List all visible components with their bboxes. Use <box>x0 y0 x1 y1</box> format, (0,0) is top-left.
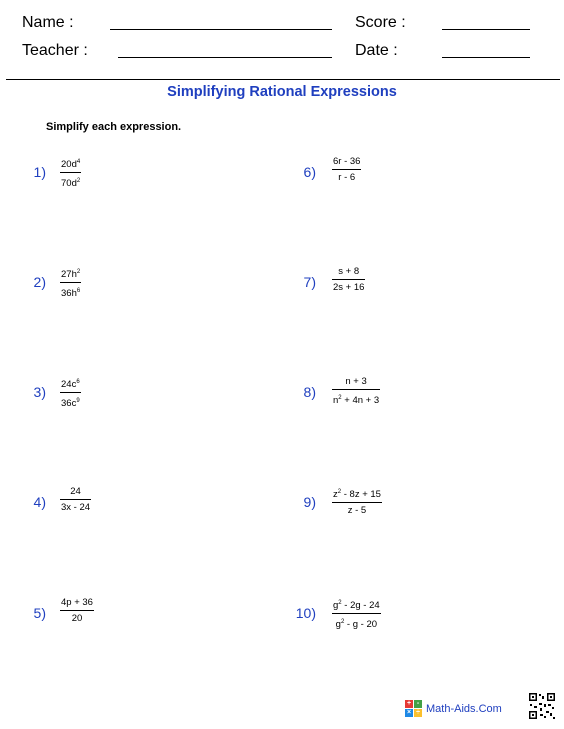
fraction <box>60 156 81 190</box>
problem-8 <box>288 376 528 436</box>
problem-number: 5) <box>33 605 46 621</box>
denominator: 20 <box>71 613 83 624</box>
fraction-bar <box>332 389 380 390</box>
score-line[interactable] <box>442 29 530 30</box>
fraction <box>60 597 94 625</box>
fraction <box>60 486 91 514</box>
fraction-bar <box>60 282 81 283</box>
problem-number: 10) <box>295 605 316 621</box>
denominator: r - 6 <box>338 172 356 183</box>
denominator: $g^2$ - g - 20 <box>335 619 378 631</box>
problem-number: 7) <box>303 274 316 290</box>
date-label: Date : <box>355 42 398 59</box>
fraction <box>332 266 365 294</box>
fraction-bar <box>60 610 94 611</box>
logo-divide: ÷ <box>414 709 422 717</box>
fraction-bar <box>60 499 91 500</box>
problem-number: 4) <box>33 494 46 510</box>
fraction-bar <box>332 502 382 503</box>
fraction <box>60 376 81 410</box>
problem-number: 9) <box>303 494 316 510</box>
score-label: Score : <box>355 14 406 31</box>
problem-4 <box>18 486 258 546</box>
fraction-bar <box>60 392 81 393</box>
denominator: 2s + 16 <box>333 282 365 293</box>
fraction <box>332 156 361 184</box>
fraction <box>332 597 381 631</box>
problem-9 <box>288 486 528 546</box>
numerator: 6r - 36 <box>333 156 361 167</box>
logo-times: × <box>406 709 412 716</box>
fraction <box>332 376 380 407</box>
fraction-bar <box>332 613 381 614</box>
numerator: 4p + 36 <box>61 597 93 608</box>
denominator: $36h^6$ <box>61 288 81 300</box>
brand-text[interactable]: Math-Aids.Com <box>426 702 502 715</box>
instructions: Simplify each expression. <box>46 121 182 133</box>
date-line[interactable] <box>442 57 530 58</box>
numerator: $z^2 - 8z + 15$ <box>333 489 381 501</box>
problem-number: 6) <box>303 164 316 180</box>
numerator: $24c^6$ <box>61 379 80 391</box>
numerator: $20d^4$ <box>61 159 81 171</box>
name-label: Name : <box>22 14 74 31</box>
numerator: 24 <box>70 486 81 497</box>
footer-brand[interactable] <box>405 700 502 717</box>
problem-number: 1) <box>33 164 46 180</box>
problem-3 <box>18 376 258 436</box>
numerator: n + 3 <box>345 376 367 387</box>
fraction-bar <box>332 279 365 280</box>
numerator: $g^2 - 2g - 24$ <box>333 600 380 612</box>
problem-1 <box>18 156 258 216</box>
fraction <box>60 266 81 300</box>
worksheet-title: Simplifying Rational Expressions <box>167 84 397 100</box>
problem-5 <box>18 597 258 657</box>
teacher-line[interactable] <box>118 57 332 58</box>
qr-code-icon <box>528 692 556 720</box>
logo-plus: + <box>406 700 412 707</box>
numerator: $27h^2$ <box>61 269 81 281</box>
denominator: z - 5 <box>347 505 367 517</box>
denominator: $n^2 + 4n + 3$ <box>333 395 380 407</box>
name-line[interactable] <box>110 29 332 30</box>
logo-minus: - <box>414 700 422 708</box>
problem-number: 3) <box>33 384 46 400</box>
problem-6 <box>288 156 528 216</box>
header-divider <box>6 79 560 80</box>
problem-number: 8) <box>303 384 316 400</box>
fraction-bar <box>60 172 81 173</box>
denominator: $70d^2$ <box>61 178 81 190</box>
problem-7 <box>288 266 528 326</box>
teacher-label: Teacher : <box>22 42 88 59</box>
denominator: $36c^9$ <box>61 398 80 410</box>
math-aids-logo-icon <box>405 700 422 717</box>
problem-number: 2) <box>33 274 46 290</box>
fraction <box>332 486 382 517</box>
numerator: s + 8 <box>338 266 360 277</box>
problem-10 <box>288 597 528 657</box>
denominator: 3x - 24 <box>61 502 91 513</box>
problem-2 <box>18 266 258 326</box>
fraction-bar <box>332 169 361 170</box>
